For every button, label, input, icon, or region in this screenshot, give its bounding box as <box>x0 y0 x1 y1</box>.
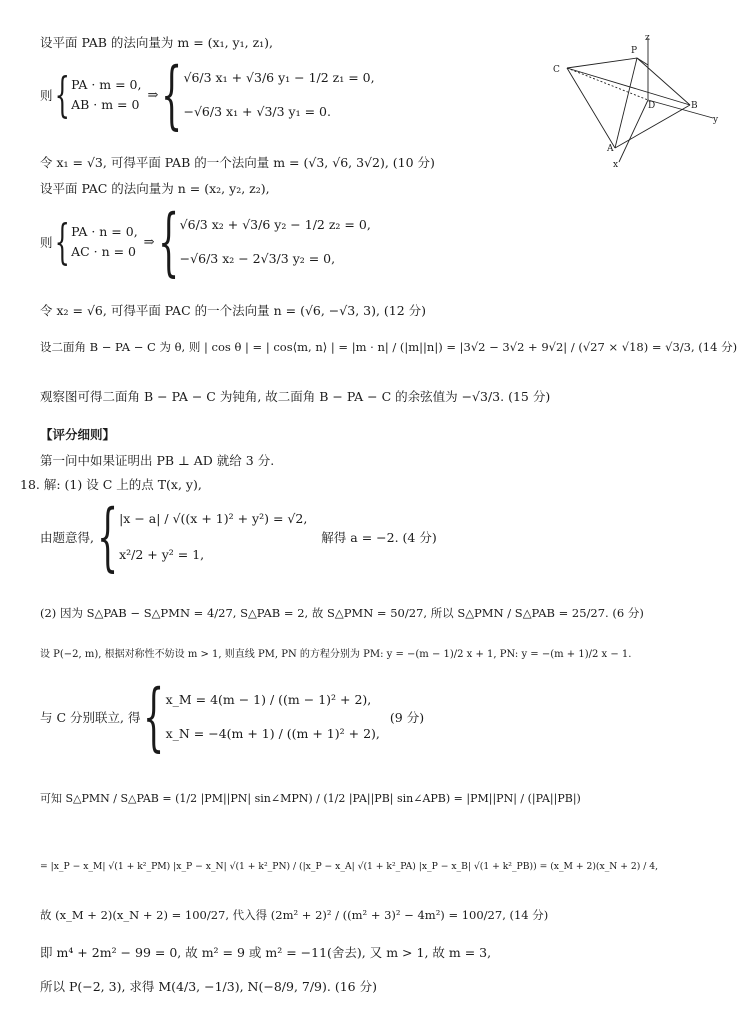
equation-xm: x_M = 4(m − 1) / ((m − 1)² + 2), <box>165 692 372 707</box>
result-a: 解得 a = −2. (4 分) <box>321 530 437 545</box>
line-problem-18: 18. 解: (1) 设 C 上的点 T(x, y), <box>20 477 202 492</box>
line-lines-pm-pn: 设 P(−2, m), 根据对称性不妨设 m > 1, 则直线 PM, PN 的方程分别为 PM: y = −(m − 1)/2 x + 1, PN: y = −(m + 1)/2 x − 1. <box>40 649 632 660</box>
line-obtuse-conclusion: 观察图可得二面角 B − PA − C 为钝角, 故二面角 B − PA − C 的余弦值为 −√3/3. (15 分) <box>40 389 551 404</box>
line-grading-note: 第一问中如果证明出 PB ⊥ AD 就给 3 分. <box>40 453 275 468</box>
line-normal-vector-pab: 设平面 PAB 的法向量为 m = (x₁, y₁, z₁), <box>40 35 274 50</box>
line-chord-expansion: = |x_P − x_M| √(1 + k²_PM) |x_P − x_N| √(1 + k²_PN) / (|x_P − x_A| √(1 + k²_PA) |x_P − x_B| √(1 + k²_PB)) = (x_M + 2)(x_N + 2) / 4, <box>40 861 658 872</box>
line-let-x1: 令 x₁ = √3, 可得平面 PAB 的一个法向量 m = (√3, √6, 3√2), (10 分) <box>40 155 435 170</box>
line-dihedral-cos: 设二面角 B − PA − C 为 θ, 则 | cos θ | = | cos⟨m, n⟩ | = |m · n| / (|m||n|) = |3√2 − 3√2 + 9√2| / (√27 × √18) = √3/3, (14 分) <box>40 340 738 354</box>
section-grading-title: 【评分细则】 <box>40 427 116 442</box>
pyramid-figure <box>545 30 725 175</box>
system-label: 则 <box>40 88 53 103</box>
label-z: z <box>645 33 650 43</box>
system-label: 与 C 分别联立, 得 <box>40 710 141 725</box>
label-a: A <box>607 144 614 154</box>
system-pab: 则 { PA · m = 0, AB · m = 0 ⇒ { √6/3 x₁ + √3/6 y₁ − 1/2 z₁ = 0, −√6/3 x₁ + √3/3 y₁ = 0. <box>40 52 375 138</box>
equation-xn: x_N = −4(m + 1) / ((m + 1)² + 2), <box>165 726 380 741</box>
equation-distance-ratio: |x − a| / √((x + 1)² + y²) = √2, <box>119 511 308 526</box>
label-x: x <box>613 160 619 170</box>
dot-eq-pa: PA · n = 0, <box>71 224 138 239</box>
dot-eq-ac: AC · n = 0 <box>71 244 136 259</box>
dot-eq-ab: AB · m = 0 <box>71 97 140 112</box>
system-pac: 则 { PA · n = 0, AC · n = 0 ⇒ { √6/3 x₂ + √3/6 y₂ − 1/2 z₂ = 0, −√6/3 x₂ − 2√3/3 y₂ = 0, <box>40 199 371 285</box>
label-d: D <box>648 101 656 111</box>
system-label: 由题意得, <box>40 530 94 545</box>
system-ellipse: 由题意得, { |x − a| / √((x + 1)² + y²) = √2, x²/2 + y² = 1, 解得 a = −2. (4 分) <box>40 494 437 580</box>
equation-2: −√6/3 x₂ − 2√3/3 y₂ = 0, <box>179 251 336 266</box>
line-solve-m: 即 m⁴ + 2m² − 99 = 0, 故 m² = 9 或 m² = −11(舍去), 又 m > 1, 故 m = 3, <box>40 945 492 960</box>
line-normal-vector-pac: 设平面 PAC 的法向量为 n = (x₂, y₂, z₂), <box>40 181 270 196</box>
score-9: (9 分) <box>389 710 425 725</box>
implies-arrow: ⇒ <box>147 87 159 103</box>
dot-eq-pa: PA · m = 0, <box>71 77 142 92</box>
equation-1: √6/3 x₁ + √3/6 y₁ − 1/2 z₁ = 0, <box>183 70 375 85</box>
line-part-2-areas: (2) 因为 S△PAB − S△PMN = 4/27, S△PAB = 2, 故 S△PMN = 50/27, 所以 S△PMN / S△PAB = 25/27. (6 分) <box>40 606 644 620</box>
label-p: P <box>631 46 638 56</box>
system-label: 则 <box>40 235 53 250</box>
implies-arrow: ⇒ <box>143 234 155 250</box>
system-xm-xn: 与 C 分别联立, 得 { x_M = 4(m − 1) / ((m − 1)² + 2), x_N = −4(m + 1) / ((m + 1)² + 2), (9 分) <box>40 674 425 760</box>
equation-2: −√6/3 x₁ + √3/3 y₁ = 0. <box>183 104 331 119</box>
label-y: y <box>713 115 719 125</box>
label-c: C <box>553 65 560 75</box>
line-area-ratio: 可知 S△PMN / S△PAB = (1/2 |PM||PN| sin∠MPN) / (1/2 |PA||PB| sin∠APB) = |PM||PN| / (|PA||PB|) <box>40 792 581 805</box>
line-let-x2: 令 x₂ = √6, 可得平面 PAC 的一个法向量 n = (√6, −√3, 3), (12 分) <box>40 303 427 318</box>
line-final-answer: 所以 P(−2, 3), 求得 M(4/3, −1/3), N(−8/9, 7/9). (16 分) <box>40 979 377 994</box>
label-b: B <box>691 101 698 111</box>
equation-ellipse: x²/2 + y² = 1, <box>119 547 205 562</box>
equation-1: √6/3 x₂ + √3/6 y₂ − 1/2 z₂ = 0, <box>179 217 371 232</box>
line-substitute: 故 (x_M + 2)(x_N + 2) = 100/27, 代入得 (2m² + 2)² / ((m² + 3)² − 4m²) = 100/27, (14 分) <box>40 908 549 922</box>
